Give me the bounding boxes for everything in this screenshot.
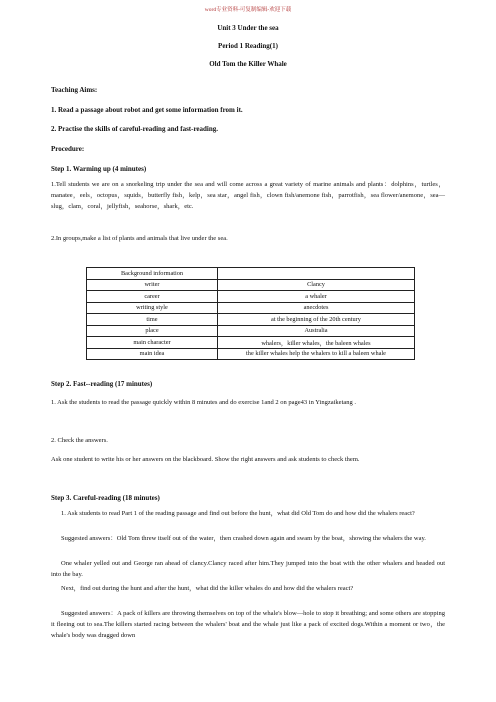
aim-item-2: 2. Practise the skills of careful-reading and fast-reading. (51, 125, 219, 133)
table-cell: Background information (87, 268, 218, 280)
table-cell: place (87, 325, 218, 337)
story-title: Old Tom the Killer Whale (209, 60, 287, 68)
table-cell: a whaler (218, 291, 415, 303)
table-cell: Clancy (218, 279, 415, 291)
step1-paragraph-2: 2.In groups,make a list of plants and animals that live under the sea. (51, 235, 228, 242)
step1-paragraph-1: 1.Tell students we are on a snorkeling trip under the sea and will come across a great variety of marine animals and plants：dolphins，turtles，manatee，eels，octopus，squids，butterfly fish，kelp，sea star，angel fish，clown fish/anemone fish，parrotfish，sea flower/anemone，sea—slug，clam，coral，jellyfish，seahorse，shark，etc. (51, 181, 445, 210)
table-row (87, 302, 415, 314)
table-row (87, 291, 415, 303)
table-cell: main idea (87, 348, 218, 360)
step2-heading: Step 2. Fast--reading (17 minutes) (51, 380, 153, 388)
table-cell: at the beginning of the 20th century (218, 314, 415, 326)
table-row (87, 325, 415, 337)
table-cell: anecdotes (218, 302, 415, 314)
table-cell: the killer whales help the whalers to kill a baleen whale (218, 348, 415, 360)
table-row (87, 314, 415, 326)
table-cell: Australia (218, 325, 415, 337)
step2-paragraph-2: 2. Check the answers. (51, 437, 108, 444)
step3-paragraph-5: Suggested answers：A pack of killers are throwing themselves on top of the whale's blow—hole to stop it breathing; and some others are stopping it fleeing out to sea.The killers started racing between the whalers' boat and the whale just like a pack of excited dogs.Within a moment or two，the whale's body was dragged down (51, 610, 445, 639)
table-row (87, 337, 415, 349)
background-table (86, 267, 415, 360)
table-cell: main character (87, 337, 218, 349)
table-cell: whalers，killer whales，the baleen whales (218, 337, 415, 349)
step2-paragraph-3: Ask one student to write his or her answers on the blackboard. Show the right answers and ask students to check them. (51, 456, 360, 463)
table-cell: writer (87, 279, 218, 291)
aim-item-1: 1. Read a passage about robot and get some information from it. (51, 106, 243, 114)
step3-paragraph-1: 1. Ask students to read Part 1 of the reading passage and find out before the hunt，what did Old Tom do and how did the whalers react? (61, 510, 415, 517)
table-row (87, 348, 415, 360)
table-cell: time (87, 314, 218, 326)
table-row (87, 279, 415, 291)
step2-paragraph-1: 1. Ask the students to read the passage quickly within 8 minutes and do exercise 1and 2 on page43 in Yingzaiketang . (51, 399, 357, 406)
step3-heading: Step 3. Careful-reading (18 minutes) (51, 494, 160, 502)
table-cell: career (87, 291, 218, 303)
teaching-aims-heading: Teaching Aims: (51, 86, 98, 94)
watermark-text: word专业资料-可复制编辑-欢迎下载 (204, 7, 292, 13)
table-cell (218, 268, 415, 280)
table-row (87, 268, 415, 280)
step3-paragraph-3: One whaler yelled out and George ran ahead of clancy.Clancy raced after him.They jumped into the boat with the other whalers and headed out into the bay. (51, 560, 445, 578)
table-cell: writing style (87, 302, 218, 314)
period-title: Period 1 Reading(1) (218, 42, 278, 50)
step3-paragraph-4: Next，find out during the hunt and after the hunt，what did the killer whales do and how did the whalers react? (61, 585, 354, 592)
procedure-heading: Procedure: (51, 145, 85, 153)
unit-title: Unit 3 Under the sea (217, 24, 279, 32)
step3-paragraph-2: Suggested answers：Old Tom threw itself out of the water，then crashed down again and swam by the boat，showing the whalers the way. (61, 535, 426, 542)
step1-heading: Step 1. Warming up (4 minutes) (51, 165, 147, 173)
